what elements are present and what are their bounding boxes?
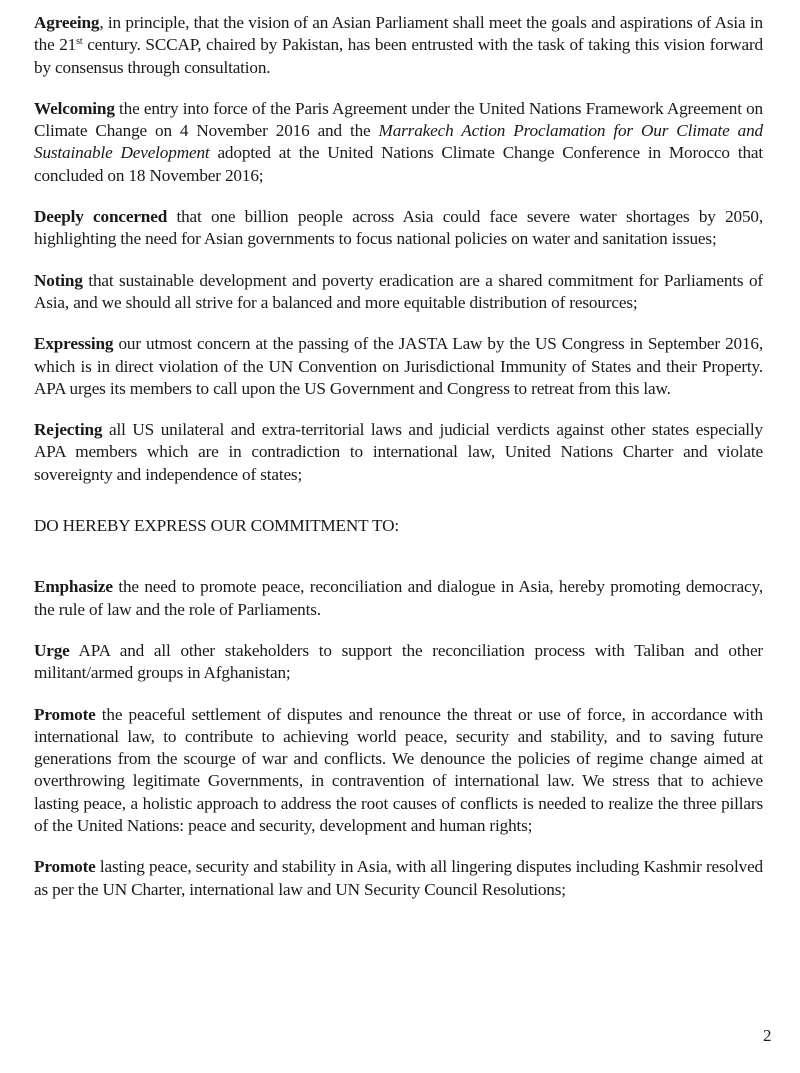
clause-italic-title: Marrakech Action Proclamation for Our Climate and Sustainable Development [34,121,763,163]
commitment-clause [34,576,763,621]
commitment-heading: DO HEREBY EXPRESS OUR COMMITMENT TO: [34,516,399,536]
clause-text: century. SCCAP, chaired by Pakistan, has been entrusted with the task of taking this vision forward by consensus through consultation. [34,35,763,77]
clause-lead-word: Emphasize [34,577,113,597]
clause-text: that sustainable development and poverty eradication are a shared commitment for Parliaments of Asia, and we should all strive for a balanced and more equitable distribution of resources; [34,270,763,312]
clause-lead-word: Deeply concerned [34,207,168,227]
commitment-clause [34,640,763,685]
commitment-clause [34,704,763,838]
clause-lead-word: Rejecting [34,420,103,440]
clause-text: that one billion people across Asia could face severe water shortages by 2050, highlighting the need for Asian governments to focus national policies on water and sanitation issues; [34,207,763,249]
clause-text: our utmost concern at the passing of the JASTA Law by the US Congress in September 2016, which is in direct violation of the UN Convention on Jurisdictional Immunity of States and their Property. APA urges its members to call upon the US Government and Congress to retreat from this law. [34,334,763,398]
clause-text: the entry into force of the Paris Agreement under the United Nations Framework Agreement on Climate Change on 4 November 2016 and the [34,98,763,141]
page-number: 2 [763,1026,772,1045]
clause-lead-word: Noting [34,270,83,290]
preamble-clause [34,333,763,400]
clause-lead-word: Promote [34,857,96,877]
clause-text: adopted at the United Nations Climate Change Conference in Morocco that concluded on 18 November 2016; [34,143,763,185]
clause-lead-word: Agreeing [34,13,100,32]
preamble-clause [34,419,763,486]
commitment-clause [34,856,763,901]
clause-lead-word: Urge [34,640,70,660]
preamble-clause [34,98,763,187]
preamble-clause [34,206,763,251]
clause-text: the peaceful settlement of disputes and renounce the threat or use of force, in accordance with international law, to contribute to achieving world peace, security and stability, and to saving future generations from the scourge of war and conflicts. We denounce the policies of regime change aimed at overthrowing legitimate Governments, in contravention of international law. We stress that to achieve lasting peace, a holistic approach to address the root causes of conflicts is needed to realize the three pillars of the United Nations: peace and security, development and human rights; [34,704,763,836]
clause-text: the need to promote peace, reconciliation and dialogue in Asia, hereby promoting democracy, the rule of law and the role of Parliaments. [34,577,763,619]
clause-text: APA and all other stakeholders to support the reconciliation process with Taliban and other militant/armed groups in Afghanistan; [34,640,763,683]
clause-text: lasting peace, security and stability in Asia, with all lingering disputes including Kashmir resolved as per the UN Charter, international law and UN Security Council Resolutions; [34,857,763,899]
commitment-clauses [34,576,763,901]
clause-lead-word: Expressing [34,334,114,354]
clause-text: all US unilateral and extra-territorial laws and judicial verdicts against other states especially APA members which are in contradiction to international law, United Nations Charter and violate sovereignty and independence of states; [34,420,763,484]
document-page [34,12,763,920]
preamble-clause [34,270,763,315]
preamble-clause [34,12,763,79]
clause-lead-word: Welcoming [34,98,115,118]
clause-lead-word: Promote [34,704,96,724]
preamble-clauses [34,12,763,486]
clause-text: , in principle, that the vision of an Asian Parliament shall meet the goals and aspirations of Asia in the 21 [34,13,763,55]
ordinal-suffix: st [76,36,83,48]
